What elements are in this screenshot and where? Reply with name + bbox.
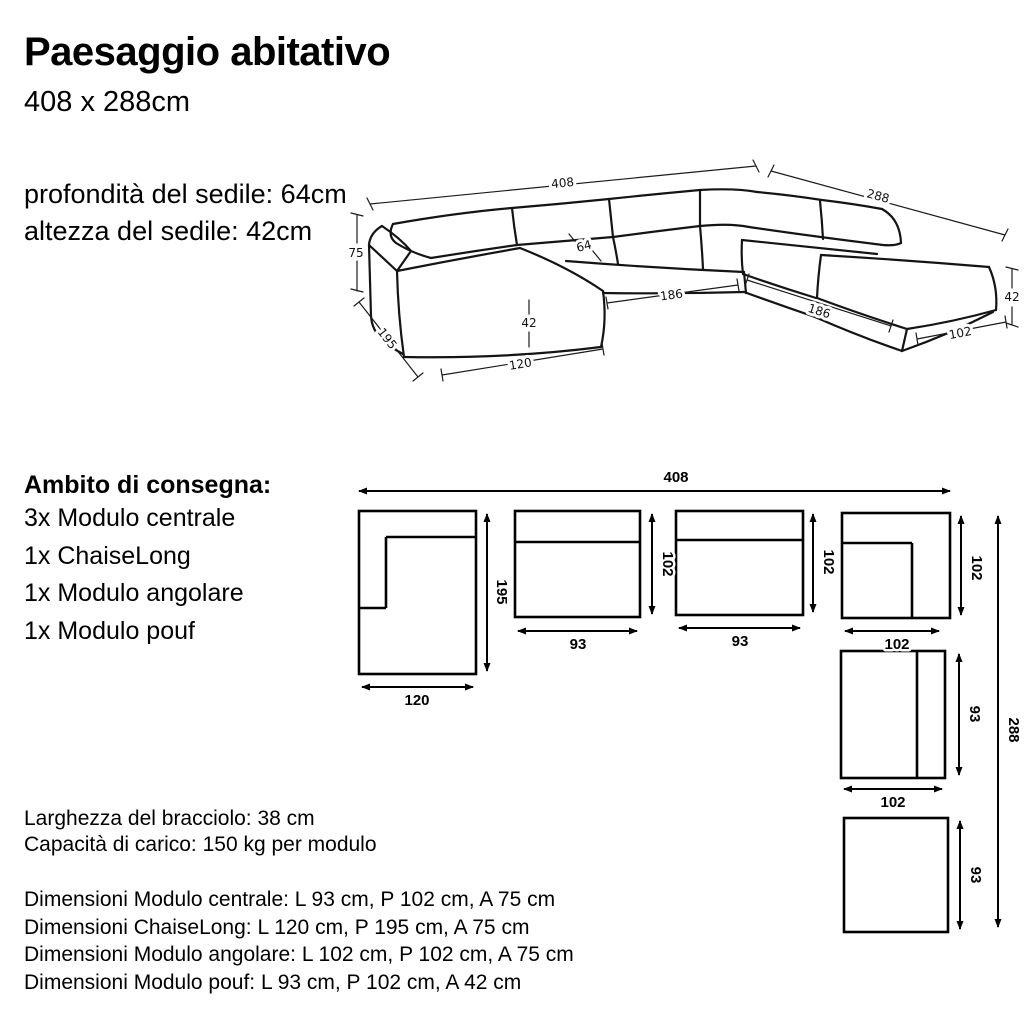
pouf-right-cap bbox=[989, 267, 996, 310]
armrest-front-edge bbox=[369, 245, 397, 271]
floorplan-shapes bbox=[359, 511, 950, 932]
page-title: Paesaggio abitativo bbox=[24, 30, 391, 74]
right-backrest-seam bbox=[820, 201, 823, 239]
plan-module1-depth-label: 102 bbox=[659, 551, 676, 577]
backrest-top-edge bbox=[393, 189, 757, 224]
plan-pouf-depth-label: 93 bbox=[967, 866, 984, 884]
chaise-back-seam bbox=[397, 248, 520, 271]
seat-seam-2 bbox=[700, 226, 703, 269]
delivery-item-central-modules: 3x Modulo centrale bbox=[24, 504, 236, 532]
seat-seam-1 bbox=[613, 237, 618, 264]
plan-total-width-label: 408 bbox=[663, 469, 689, 486]
floorplan-module3 bbox=[841, 651, 945, 778]
delivery-item-corner-module: 1x Modulo angolare bbox=[24, 579, 244, 607]
product-size-subtitle: 408 x 288cm bbox=[24, 86, 191, 118]
right-backrest-end-cap bbox=[882, 209, 901, 243]
pouf-corner-edge bbox=[902, 329, 907, 351]
right-seat-base-edge bbox=[744, 292, 815, 317]
seat-front-edge bbox=[566, 261, 744, 272]
iso-seat-front-left-label: 186 bbox=[659, 286, 684, 304]
iso-pouf-width-label: 102 bbox=[947, 324, 973, 343]
plan-chaise-depth-label: 195 bbox=[493, 579, 510, 605]
plan-module3-depth-label: 93 bbox=[966, 705, 983, 723]
iso-pouf-height-label: 42 bbox=[1004, 290, 1020, 304]
plan-module3-width-label: 102 bbox=[880, 794, 906, 811]
right-seat-front-edge bbox=[743, 274, 816, 298]
armrest-width-spec: Larghezza del bracciolo: 38 cm bbox=[24, 807, 315, 830]
sofa-dimension-labels bbox=[348, 175, 1019, 373]
iso-seat-front-right-label: 186 bbox=[806, 301, 833, 322]
floorplan-pouf bbox=[844, 818, 948, 932]
plan-module2-depth-label: 102 bbox=[820, 549, 837, 575]
right-seat-left-edge bbox=[742, 240, 743, 274]
iso-depth-label: 288 bbox=[865, 186, 891, 206]
floorplan-arrows bbox=[359, 491, 998, 929]
sofa-dimension-lines bbox=[351, 160, 1018, 381]
plan-total-depth-label: 288 bbox=[1005, 717, 1022, 743]
central-module-dimensions: Dimensioni Modulo centrale: L 93 cm, P 102 cm, A 75 cm bbox=[24, 888, 556, 911]
plan-module2-width-label: 93 bbox=[731, 633, 749, 650]
seat-depth-spec: profondità del sedile: 64cm bbox=[24, 179, 347, 209]
seat-height-spec: altezza del sedile: 42cm bbox=[24, 216, 313, 246]
floorplan-module2 bbox=[676, 511, 803, 615]
iso-chaise-depth-label: 195 bbox=[374, 325, 400, 352]
floorplan-chaise bbox=[359, 511, 476, 674]
floorplan-corner-module bbox=[842, 513, 950, 618]
iso-seat-height-label: 42 bbox=[521, 316, 537, 330]
iso-seat-depth-label: 64 bbox=[574, 237, 594, 255]
backrest-seam-2 bbox=[609, 199, 613, 237]
delivery-scope-heading: Ambito di consegna: bbox=[24, 471, 272, 499]
floorplan-labels bbox=[404, 469, 1022, 883]
plan-module1-width-label: 93 bbox=[569, 636, 587, 653]
delivery-item-pouf-module: 1x Modulo pouf bbox=[24, 616, 195, 645]
backrest-seam-1 bbox=[512, 208, 517, 245]
chaise-bottom-edge bbox=[404, 347, 601, 357]
load-capacity-spec: Capacità di carico: 150 kg per modulo bbox=[24, 833, 377, 856]
iso-back-height-label: 75 bbox=[348, 246, 364, 260]
chaise-front-corner-edge bbox=[601, 291, 605, 347]
sofa-isometric-drawing bbox=[369, 189, 996, 357]
delivery-item-chaiselong: 1x ChaiseLong bbox=[24, 541, 191, 570]
right-seat-seam bbox=[817, 255, 821, 298]
plan-chaise-width-label: 120 bbox=[404, 692, 430, 709]
chaiselong-dimensions: Dimensioni ChaiseLong: L 120 cm, P 195 cm, A 75 cm bbox=[24, 915, 530, 939]
plan-corner-width-label: 102 bbox=[884, 636, 910, 653]
iso-width-label: 408 bbox=[550, 174, 575, 192]
corner-module-dimensions: Dimensioni Modulo angolare: L 102 cm, P 102 cm, A 75 cm bbox=[24, 943, 574, 966]
iso-chaise-width-label: 120 bbox=[507, 355, 533, 373]
pouf-module-dimensions: Dimensioni Modulo pouf: L 93 cm, P 102 cm, A 42 cm bbox=[24, 970, 522, 994]
chaise-right-seam bbox=[520, 248, 603, 291]
pouf-back-edge bbox=[821, 255, 989, 267]
floorplan-module1 bbox=[515, 511, 640, 617]
plan-corner-depth-label: 102 bbox=[968, 555, 985, 581]
